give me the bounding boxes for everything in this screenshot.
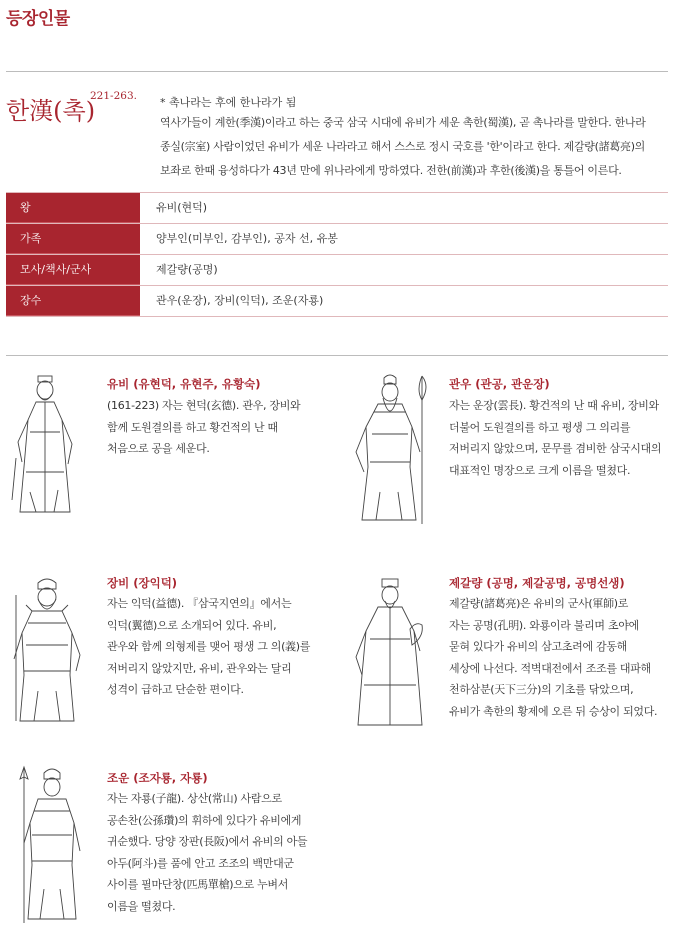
divider-top [6,71,668,72]
char-desc-line: 저버리지 않았으며, 문무를 겸비한 삼국시대의 [449,442,662,455]
guan-yu-figure-icon [350,372,430,527]
zhuge-liang-figure-icon [352,575,427,730]
info-row-strategist [6,255,668,286]
char-desc-line: 자는 공명(孔明). 와룡이라 불리며 초야에 [449,618,639,632]
kingdom-desc-line: 역사가들이 계한(季漢)이라고 하는 중국 삼국 시대에 유비가 세운 촉한(蜀漢), 곧 촉나라를 말한다. 한나라 [160,116,646,129]
char-desc-line: 자는 자룡(子龍). 상산(常山) 사람으로 [107,792,282,805]
char-desc-line: 성격이 급하고 단순한 편이다. [107,683,244,696]
char-desc-line: 공손찬(公孫瓚)의 휘하에 있다가 유비에게 [107,813,302,827]
char-name-liu-bei: 유비 (유현덕, 유현주, 유황숙) [107,377,261,391]
kingdom-title: 한漢(촉) [6,97,96,125]
char-desc-line: 아두(阿斗)를 품에 안고 조조의 백만대군 [107,856,294,870]
char-desc-line: (161-223) 자는 현덕(玄德). 관우, 장비와 [107,399,301,412]
char-desc-line: 더불어 도원결의를 하고 평생 그 의리를 [449,420,631,434]
char-desc-zhuge-liang [449,593,677,722]
char-desc-line: 묻혀 있다가 유비의 삼고초려에 감동해 [449,640,628,653]
kingdom-period: 221-263. [90,90,137,102]
char-desc-line: 이름을 떨쳤다. [107,899,176,913]
char-desc-zhao-yun [107,788,337,917]
char-desc-line: 함께 도원결의를 하고 황건적의 난 때 [107,420,278,434]
char-desc-zhang-fei [107,593,332,701]
kingdom-desc-line: 보좌로 한때 융성하다가 43년 만에 위나라에게 망하였다. 전한(前漢)과 후한(後漢)을 통틀어 이른다. [160,164,622,177]
info-value: 제갈량(공명) [156,263,218,276]
zhang-fei-figure-icon [10,575,85,725]
info-value: 양부인(미부인, 감부인), 공자 선, 유봉 [156,232,338,245]
char-desc-line: 익덕(翼德)으로 소개되어 있다. 유비, [107,618,277,632]
info-label: 모사/책사/군사 [6,255,140,285]
char-desc-line: 천하삼분(天下三分)의 기초를 닦았으며, [449,683,634,696]
char-desc-line: 귀순했다. 당양 장판(長阪)에서 유비의 아들 [107,835,308,848]
info-row-king [6,192,668,224]
info-value: 관우(운장), 장비(익덕), 조운(자룡) [156,294,324,307]
zhao-yun-figure-icon [10,765,85,925]
section-title: 등장인물 [6,9,70,29]
char-desc-line: 자는 익덕(益德). 『삼국지연의』에서는 [107,597,292,610]
char-desc-line: 제갈량(諸葛亮)은 유비의 군사(軍師)로 [449,597,629,610]
kingdom-note: * 촉나라는 후에 한나라가 됨 [160,96,297,109]
info-row-family [6,224,668,255]
char-desc-line: 관우와 함께 의형제를 맺어 평생 그 의(義)를 [107,640,311,653]
char-name-zhao-yun: 조운 (조자룡, 자룡) [107,771,208,785]
info-label: 가족 [6,224,140,254]
info-label: 왕 [6,193,140,223]
char-desc-liu-bei [107,395,327,460]
char-desc-line: 처음으로 공을 세운다. [107,442,210,455]
info-row-generals [6,286,668,317]
info-label: 장수 [6,286,140,316]
char-desc-line: 세상에 나선다. 적벽대전에서 조조를 대파해 [449,661,651,675]
char-desc-line: 저버리지 않았지만, 유비, 관우와는 달리 [107,661,292,675]
char-name-zhuge-liang: 제갈량 (공명, 제갈공명, 공명선생) [449,576,625,590]
char-desc-line: 자는 운장(雲長). 황건적의 난 때 유비, 장비와 [449,399,659,412]
kingdom-desc-line: 종실(宗室) 사람이었던 유비가 세운 나라라고 해서 스스로 정시 국호를 '한'이라고 한다. 제갈량(諸葛亮)의 [160,140,646,153]
char-name-guan-yu: 관우 (관공, 관운장) [449,377,550,391]
char-desc-line: 유비가 촉한의 황제에 오른 뒤 승상이 되었다. [449,704,658,718]
info-value: 유비(현덕) [156,201,208,214]
liu-bei-figure-icon [10,372,80,522]
kingdom-description [160,111,670,183]
divider-middle [6,355,668,356]
char-desc-guan-yu [449,395,674,481]
char-desc-line: 사이를 필마단창(匹馬單槍)으로 누벼서 [107,878,289,891]
info-table [6,192,668,317]
char-name-zhang-fei: 장비 (장익덕) [107,576,178,590]
char-desc-line: 대표적인 명장으로 크게 이름을 떨쳤다. [449,463,631,477]
